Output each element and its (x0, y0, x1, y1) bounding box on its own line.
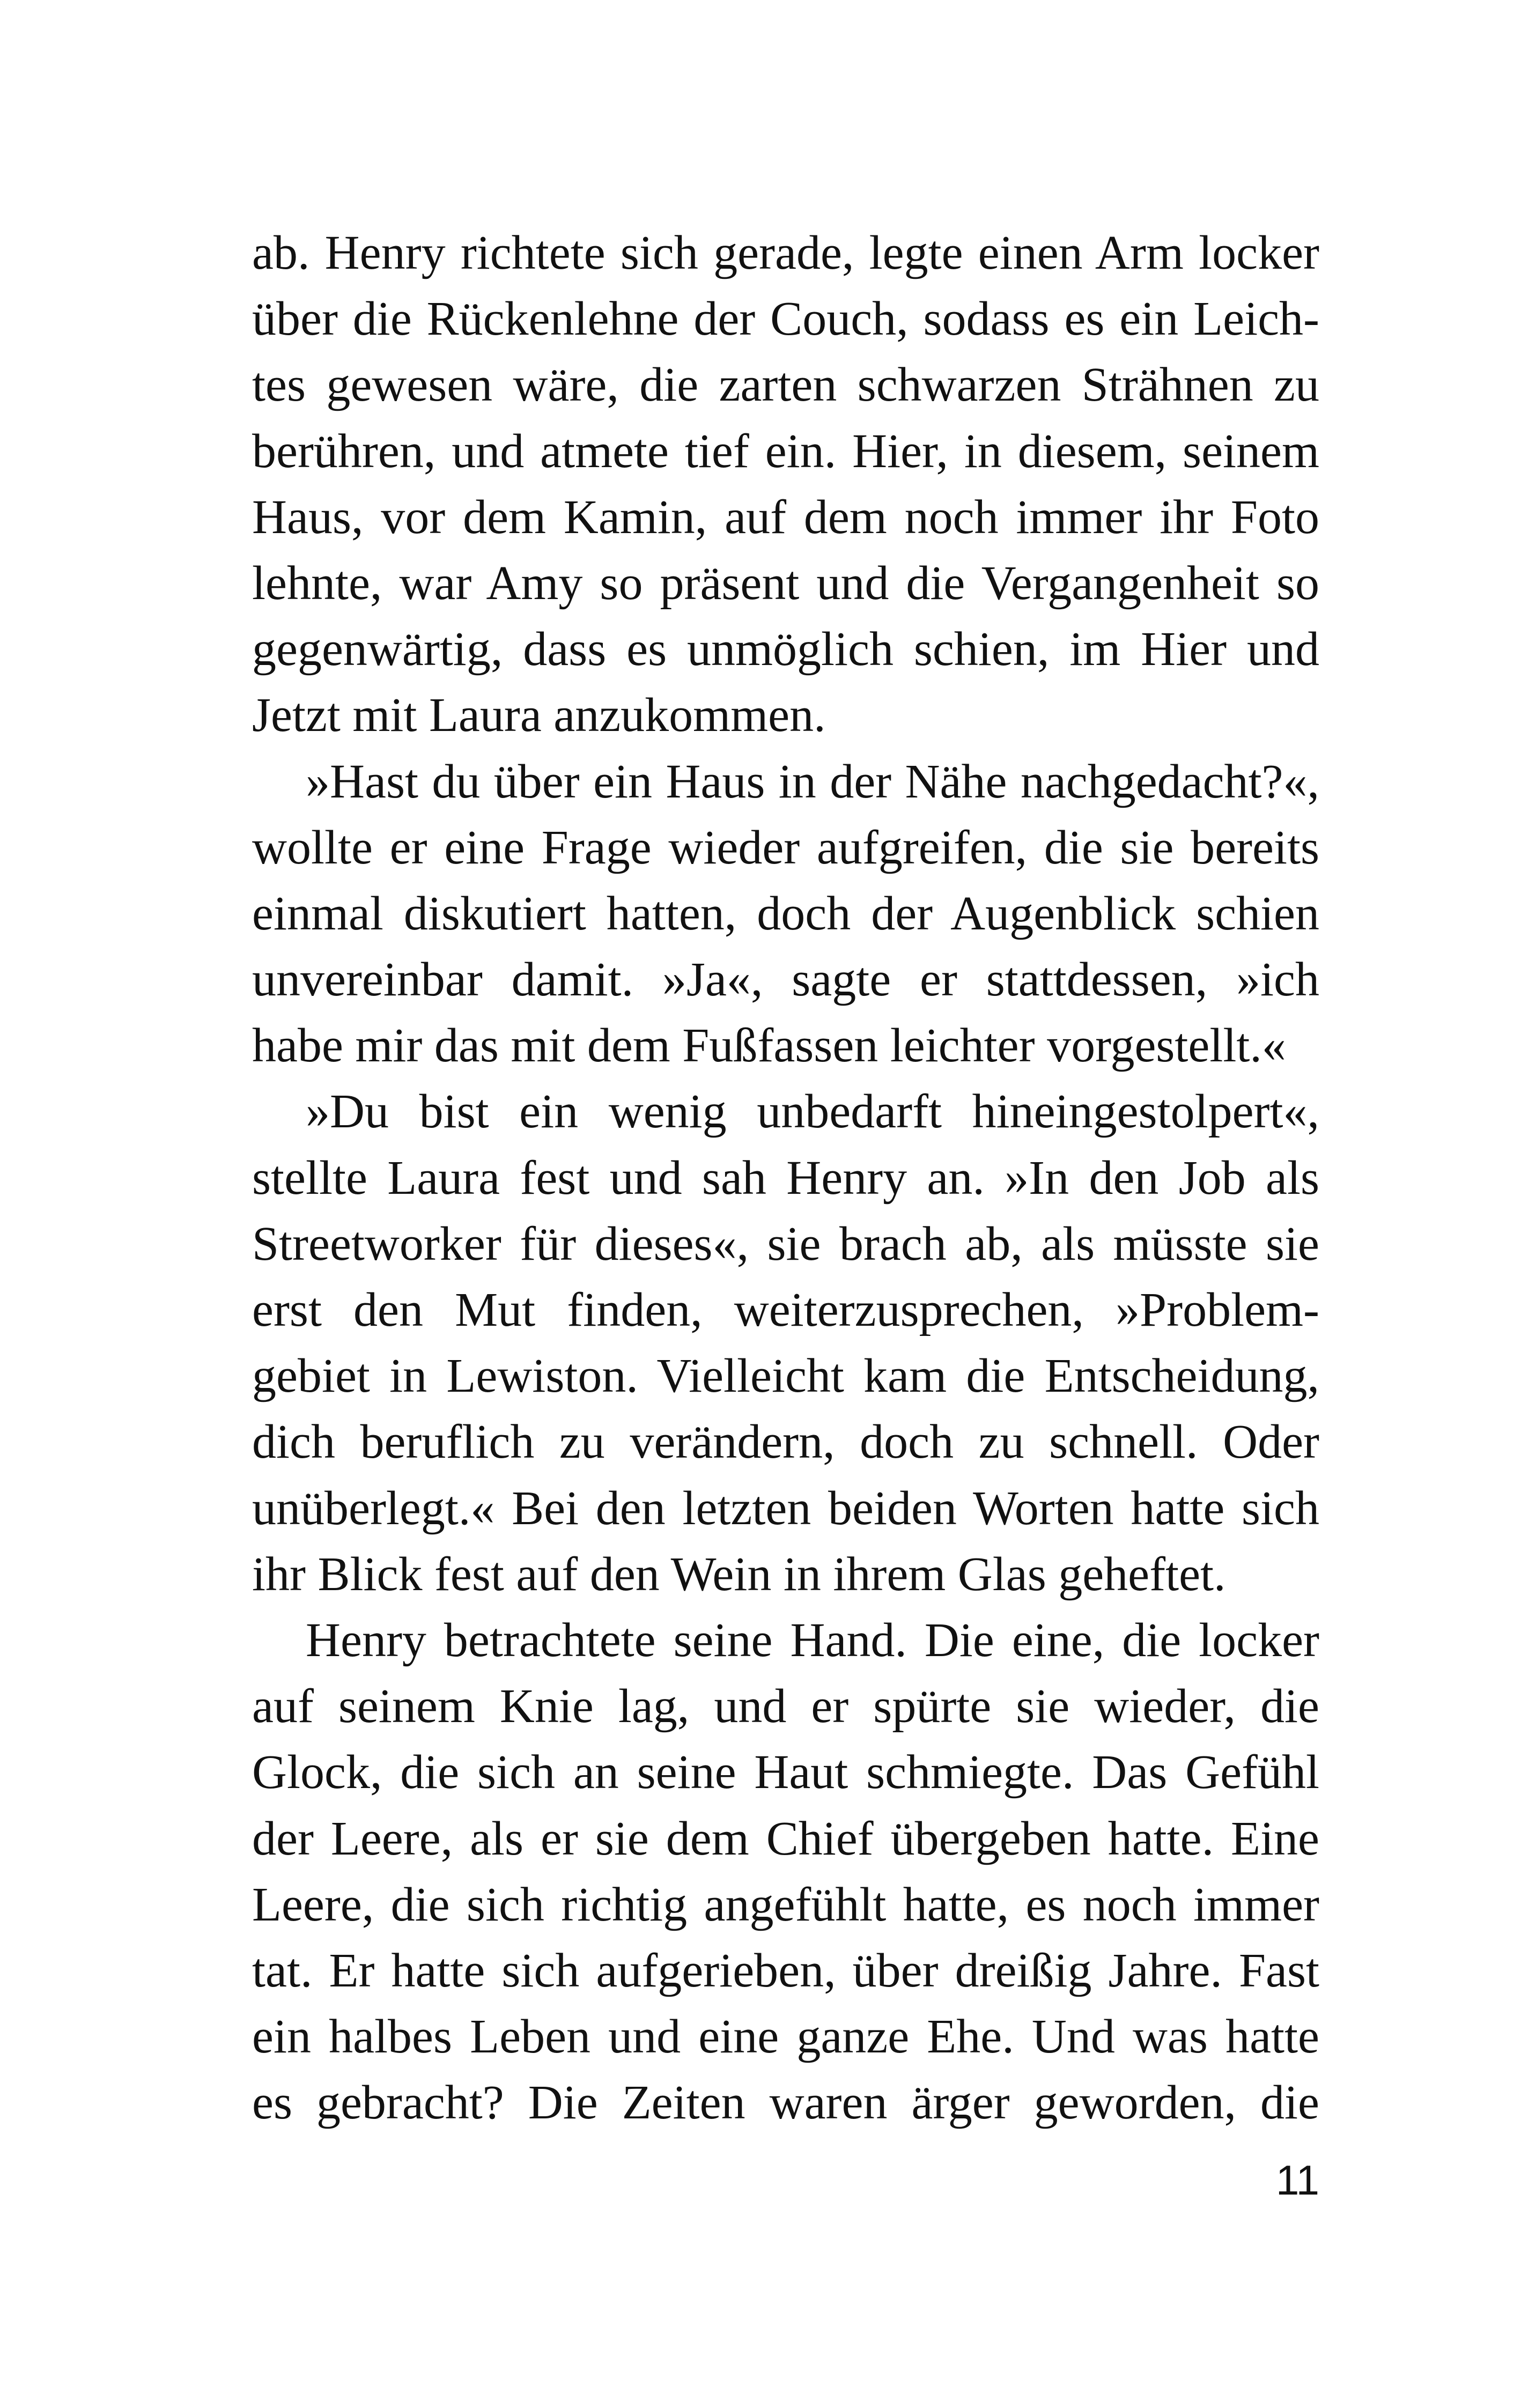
text-line: es gebracht? Die Zeiten waren ärger geworden, die (252, 2076, 1319, 2130)
text-line: Jetzt mit Laura anzukommen. (252, 689, 826, 742)
text-line: der Leere, als er sie dem Chief übergeben hatte. Eine (252, 1812, 1319, 1865)
text-line: tat. Er hatte sich aufgerieben, über dreißig Jahre. Fast (252, 1944, 1319, 1997)
text-line: gegenwärtig, dass es unmöglich schien, im Hier und (252, 623, 1319, 676)
text-line: ein halbes Leben und eine ganze Ehe. Und was hatte (252, 2010, 1319, 2064)
text-line: Haus, vor dem Kamin, auf dem noch immer ihr Foto (252, 490, 1319, 544)
text-line: »Du bist ein wenig unbedarft hineingestolpert«, (306, 1085, 1319, 1139)
text-line: tes gewesen wäre, die zarten schwarzen Strähnen zu (252, 358, 1319, 412)
text-line: Streetworker für dieses«, sie brach ab, als müsste sie (252, 1217, 1319, 1271)
text-line: stellte Laura fest und sah Henry an. »In den Job als (252, 1151, 1319, 1205)
text-line: habe mir das mit dem Fußfassen leichter vorgestellt.« (252, 1019, 1286, 1073)
text-line: Henry betrachtete seine Hand. Die eine, die locker (306, 1613, 1319, 1667)
text-line: Glock, die sich an seine Haut schmiegte. Das Gefühl (252, 1746, 1319, 1799)
text-line: gebiet in Lewiston. Vielleicht kam die Entscheidung, (252, 1349, 1319, 1403)
text-line: unvereinbar damit. »Ja«, sagte er stattdessen, »ich (252, 953, 1319, 1007)
text-line: einmal diskutiert hatten, doch der Augenblick schien (252, 887, 1319, 940)
text-line: wollte er eine Frage wieder aufgreifen, die sie bereits (252, 821, 1319, 874)
text-line: Leere, die sich richtig angefühlt hatte, es noch immer (252, 1878, 1319, 1931)
text-line: »Hast du über ein Haus in der Nähe nachgedacht?«, (306, 755, 1319, 808)
page-number: 11 (1276, 2156, 1319, 2204)
text-line: über die Rückenlehne der Couch, sodass es ein Leich- (252, 292, 1319, 346)
text-line: berühren, und atmete tief ein. Hier, in diesem, seinem (252, 424, 1319, 478)
body-text (252, 220, 1319, 2136)
text-line: auf seinem Knie lag, und er spürte sie wieder, die (252, 1680, 1319, 1733)
text-line: lehnte, war Amy so präsent und die Vergangenheit so (252, 556, 1319, 610)
text-line: ihr Blick fest auf den Wein in ihrem Glas geheftet. (252, 1547, 1226, 1601)
text-line: dich beruflich zu verändern, doch zu schnell. Oder (252, 1415, 1319, 1469)
text-line: erst den Mut finden, weiterzusprechen, »Problem- (252, 1283, 1319, 1336)
text-line: ab. Henry richtete sich gerade, legte einen Arm locker (252, 226, 1319, 279)
text-line: unüberlegt.« Bei den letzten beiden Worten hatte sich (252, 1481, 1319, 1535)
